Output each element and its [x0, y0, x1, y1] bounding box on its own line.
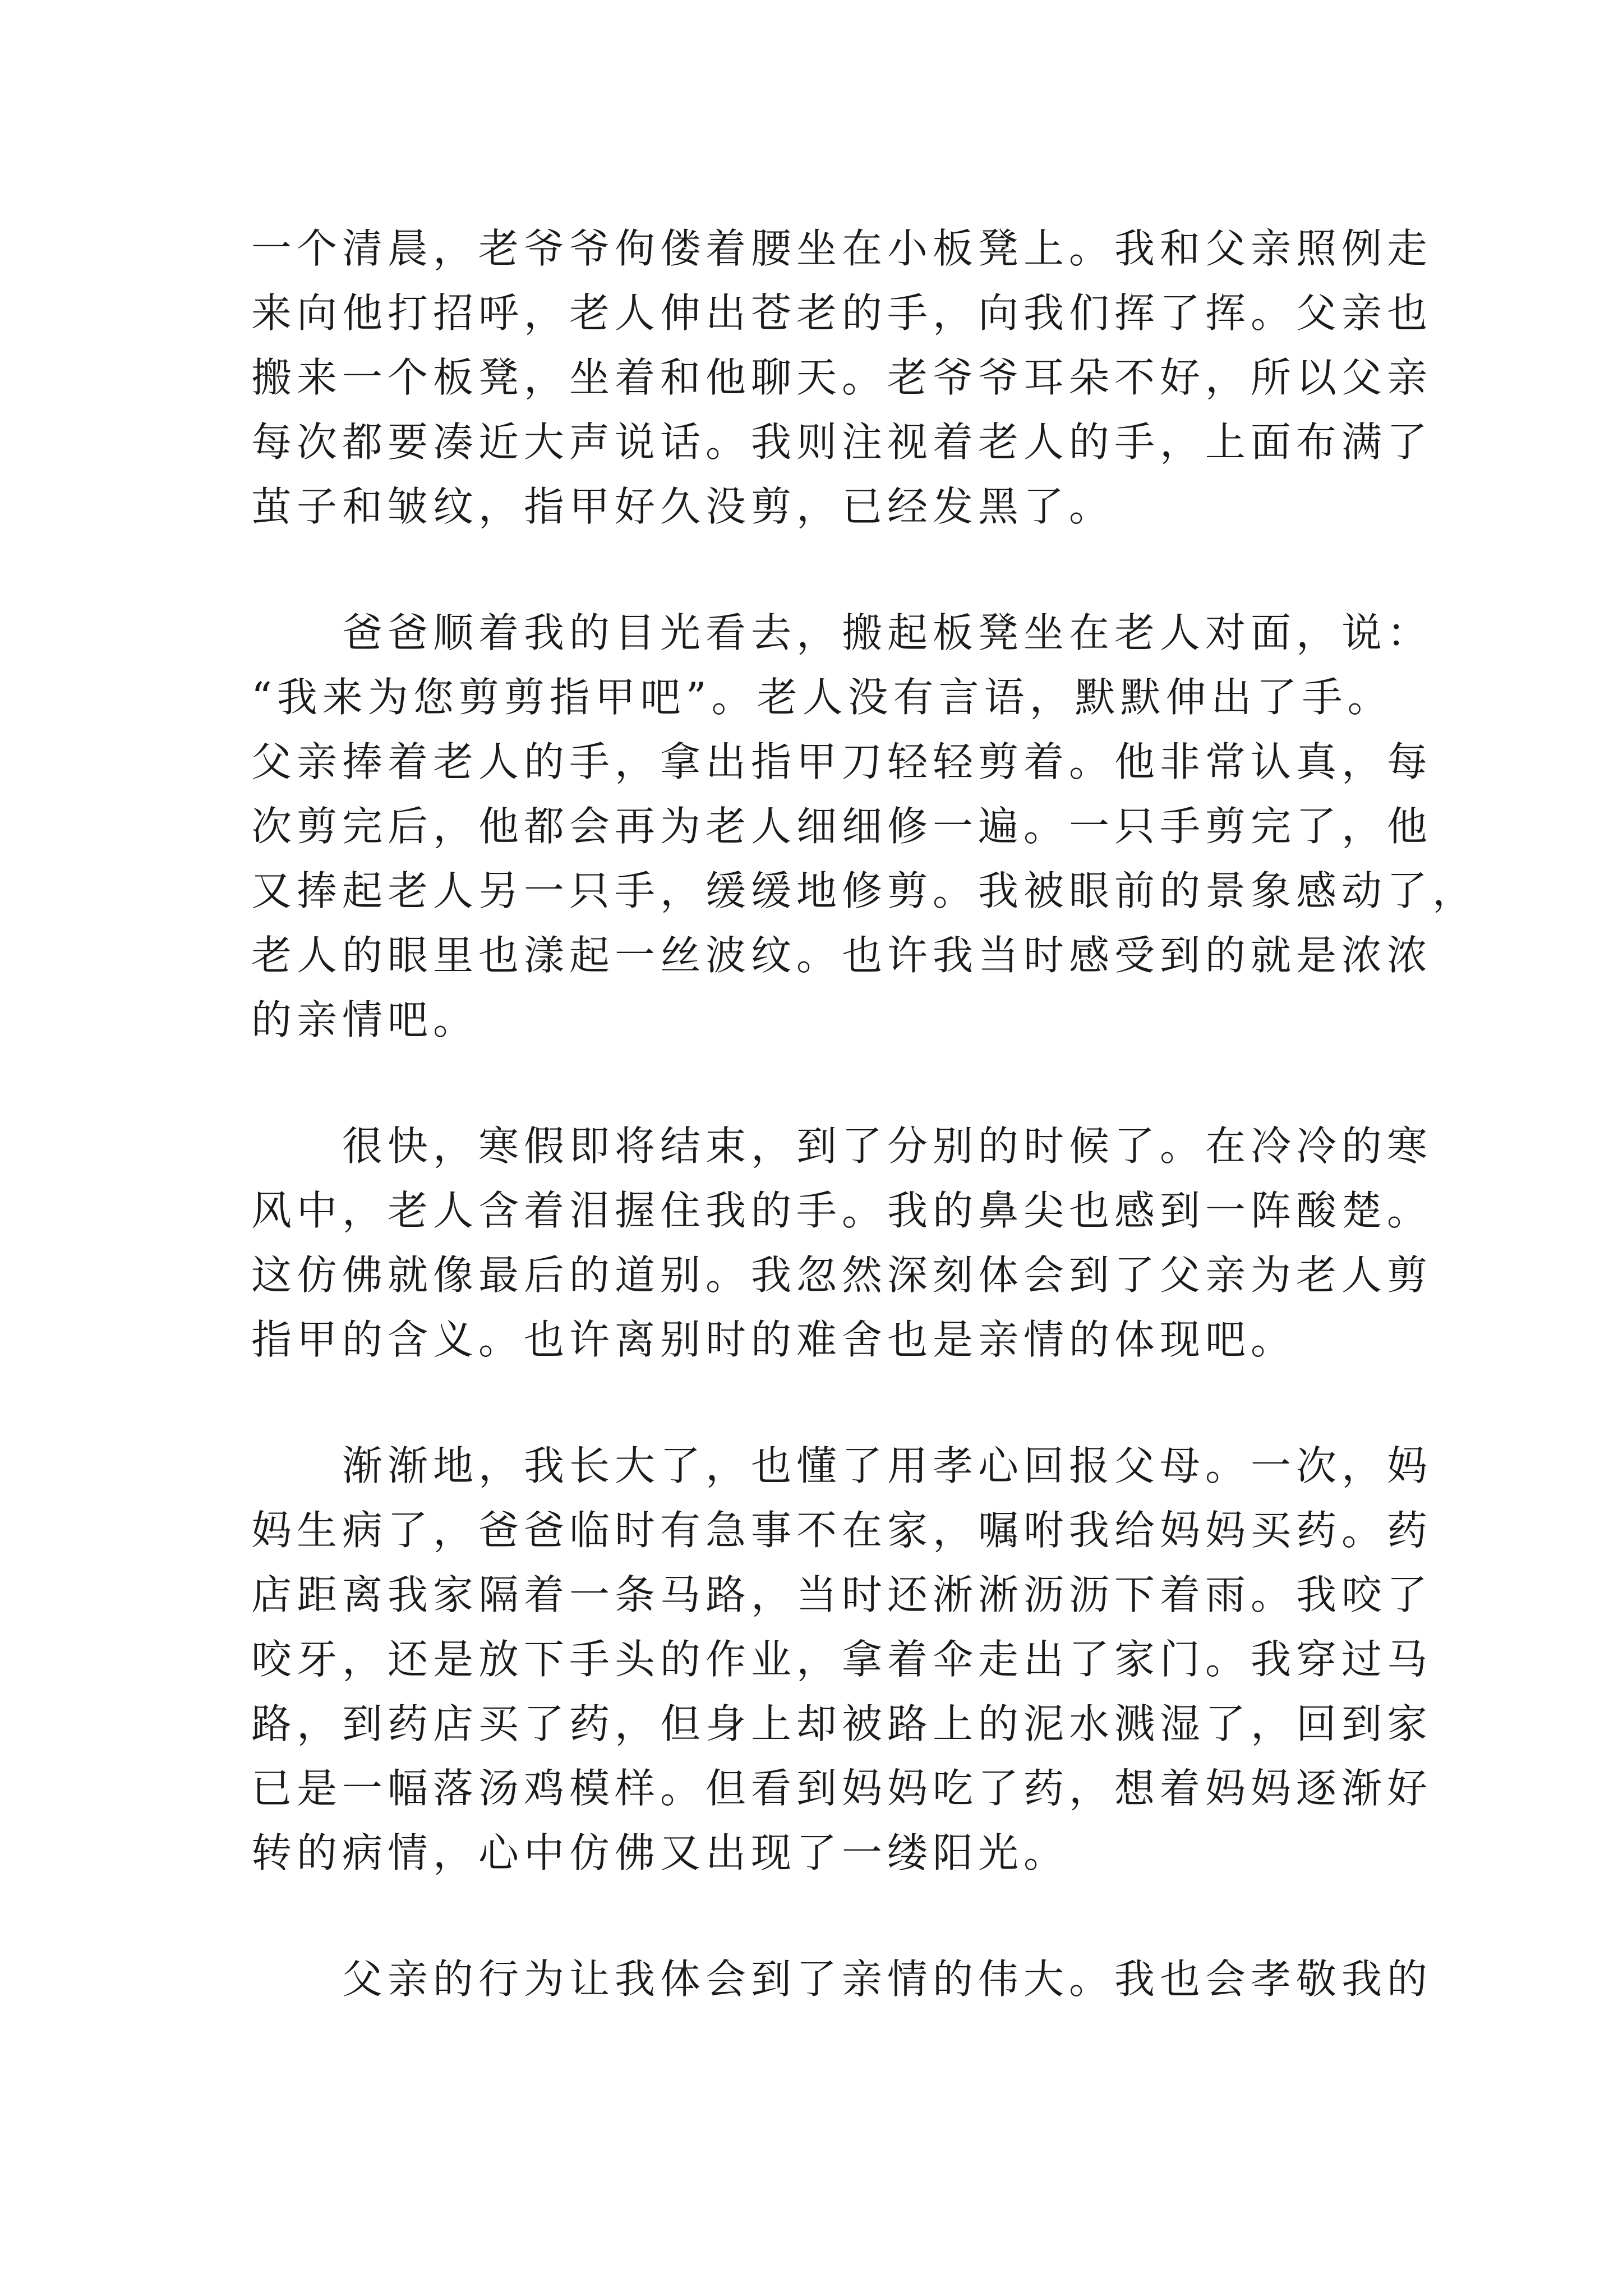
text-line: 已是一幅落汤鸡模样。但看到妈妈吃了药，想着妈妈逐渐好 [251, 1765, 1433, 1812]
text-line: 每次都要凑近大声说话。我则注视着老人的手，上面布满了 [251, 418, 1433, 466]
text-line: 一个清晨，老爷爷佝偻着腰坐在小板凳上。我和父亲照例走 [251, 225, 1433, 272]
text-line: 妈生病了，爸爸临时有急事不在家，嘱咐我给妈妈买药。药 [251, 1507, 1433, 1554]
text-line: 茧子和皱纹，指甲好久没剪，已经发黑了。 [251, 483, 1115, 530]
text-line: 很快，寒假即将结束，到了分别的时候了。在冷冷的寒 [251, 1122, 1433, 1170]
text-line: 转的病情，心中仿佛又出现了一缕阳光。 [251, 1829, 1069, 1876]
text-line: 的亲情吧。 [251, 996, 479, 1043]
text-line: 渐渐地，我长大了，也懂了用孝心回报父母。一次，妈 [251, 1442, 1433, 1489]
text-line: 父亲的行为让我体会到了亲情的伟大。我也会孝敬我的 [251, 1955, 1433, 2003]
text-line: 指甲的含义。也许离别时的难舍也是亲情的体现吧。 [251, 1316, 1297, 1363]
text-line: 搬来一个板凳，坐着和他聊天。老爷爷耳朵不好，所以父亲 [251, 354, 1433, 401]
text-line: 路，到药店买了药，但身上却被路上的泥水溅湿了，回到家 [251, 1700, 1433, 1747]
text-line: 风中，老人含着泪握住我的手。我的鼻尖也感到一阵酸楚。 [251, 1187, 1433, 1234]
text-line: 店距离我家隔着一条马路，当时还淅淅沥沥下着雨。我咬了 [251, 1571, 1433, 1618]
document-body [251, 217, 1478, 2012]
paragraph-gap [251, 539, 1395, 601]
text-line: 这仿佛就像最后的道别。我忽然深刻体会到了父亲为老人剪 [251, 1251, 1433, 1299]
paragraph-gap [251, 1372, 1395, 1434]
text-line: 父亲捧着老人的手，拿出指甲刀轻轻剪着。他非常认真，每 [251, 738, 1433, 785]
paragraph-gap [251, 1052, 1395, 1114]
paragraph-gap [251, 1885, 1395, 1947]
text-line: 又捧起老人另一只手，缓缓地修剪。我被眼前的景象感动了， [251, 867, 1478, 914]
text-line: 爸爸顺着我的目光看去，搬起板凳坐在老人对面，说： [251, 609, 1433, 656]
text-line: 次剪完后，他都会再为老人细细修一遍。一只手剪完了，他 [251, 803, 1433, 850]
text-line: 咬牙，还是放下手头的作业，拿着伞走出了家门。我穿过马 [251, 1636, 1433, 1683]
text-line: 老人的眼里也漾起一丝波纹。也许我当时感受到的就是浓浓 [251, 932, 1433, 979]
text-line: 来向他打招呼，老人伸出苍老的手，向我们挥了挥。父亲也 [251, 289, 1433, 337]
text-line: “我来为您剪剪指甲吧”。老人没有言语，默默伸出了手。 [251, 674, 1393, 721]
